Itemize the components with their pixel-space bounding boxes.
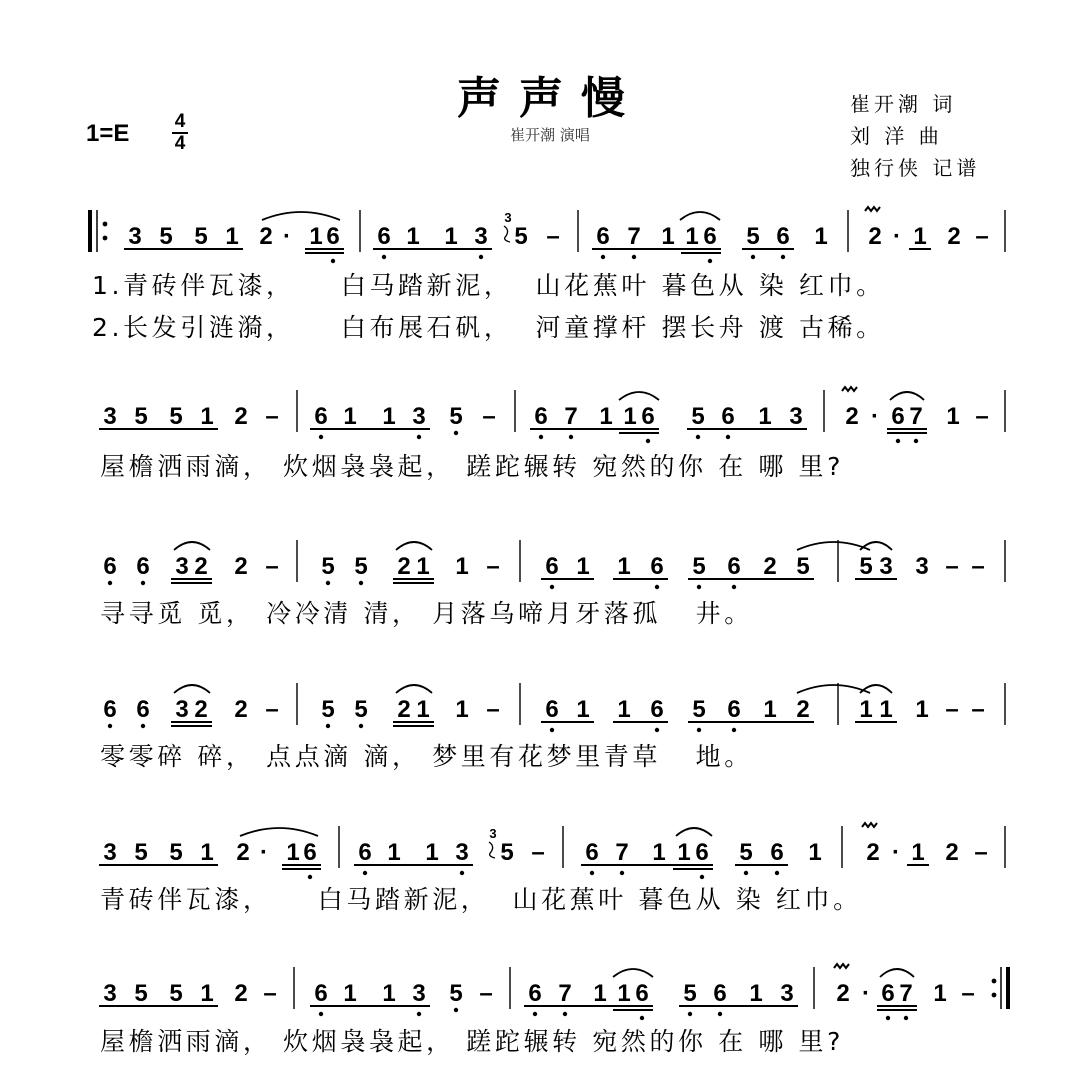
note-digit: 5 — [134, 980, 148, 1007]
tie-slur-arc — [174, 685, 210, 693]
note-digit: 1 — [879, 696, 893, 723]
dash-note: – — [945, 696, 959, 723]
note-digit: 7 — [899, 980, 913, 1007]
note-digit: 5 — [134, 839, 148, 866]
note-digit: 1 — [933, 980, 947, 1007]
grace-note: 3 — [504, 210, 512, 225]
note-digit: 2 — [945, 839, 959, 866]
note-digit: 1 — [455, 696, 469, 723]
note-digit: 6 — [534, 403, 548, 430]
notation-system — [99, 387, 1005, 443]
note-digit: 6 — [650, 696, 664, 723]
low-octave-dot — [533, 1012, 537, 1016]
time-signature-top: 4 — [174, 111, 186, 132]
note-digit: 3 — [103, 403, 117, 430]
notation-system — [99, 823, 1005, 879]
low-octave-dot — [896, 439, 900, 443]
key-signature: 1=E — [86, 120, 130, 147]
note-digit: 2 — [868, 223, 882, 250]
note-digit: 7 — [564, 403, 578, 430]
low-octave-dot — [655, 585, 659, 589]
note-digit: 5 — [691, 403, 705, 430]
low-octave-dot — [569, 435, 573, 439]
note-digit: 1 — [444, 223, 458, 250]
dash-note: – — [482, 403, 496, 430]
note-digit: 1 — [382, 980, 396, 1007]
note-digit: 6 — [881, 980, 895, 1007]
note-digit: 1 — [617, 553, 631, 580]
tie-slur-arc — [797, 542, 870, 550]
low-octave-dot — [539, 435, 543, 439]
note-digit: 6 — [596, 223, 610, 250]
note-digit: 2 — [947, 223, 961, 250]
note-digit: 1 — [455, 553, 469, 580]
dash-note: – — [531, 839, 545, 866]
tie-slur-arc — [240, 828, 318, 836]
note-digit: 1 — [623, 403, 637, 430]
tie-slur-arc — [396, 685, 432, 693]
low-octave-dot — [620, 871, 624, 875]
note-digit: 2 — [845, 403, 859, 430]
low-octave-dot — [718, 1012, 722, 1016]
note-digit: 3 — [412, 403, 426, 430]
note-digit: 6 — [136, 553, 150, 580]
lyric-line: 零零碎 碎， 点点滴 滴， 梦里有花梦里青草 地。 — [100, 742, 753, 771]
note-digit: 6 — [303, 839, 317, 866]
tie-slur-arc — [613, 969, 653, 977]
note-digit: 6 — [585, 839, 599, 866]
note-digit: 1 — [911, 839, 925, 866]
note-digit: 5 — [796, 553, 810, 580]
repeat-dot — [992, 993, 997, 998]
note-digit: 6 — [314, 403, 328, 430]
low-octave-dot — [460, 871, 464, 875]
note-digit: 2 — [194, 696, 208, 723]
note-digit: 1 — [763, 696, 777, 723]
note-digit: 7 — [558, 980, 572, 1007]
note-digit: 6 — [377, 223, 391, 250]
low-octave-dot — [732, 585, 736, 589]
note-digit: 6 — [727, 553, 741, 580]
note-digit: 3 — [455, 839, 469, 866]
mordent-ornament — [842, 387, 857, 391]
note-digit: 1 — [946, 403, 960, 430]
note-digit: 5 — [354, 696, 368, 723]
low-octave-dot — [417, 435, 421, 439]
note-digit: 1 — [808, 839, 822, 866]
note-digit: 6 — [635, 980, 649, 1007]
lyricist-credit: 崔开潮 词 — [850, 92, 957, 116]
transcriber-credit: 独行侠 记谱 — [850, 156, 981, 180]
tie-slur-arc — [680, 212, 720, 220]
note-digit: 3 — [474, 223, 488, 250]
notation-system — [90, 207, 1005, 263]
low-octave-dot — [479, 255, 483, 259]
note-digit: 5 — [194, 223, 208, 250]
note-digit: 3 — [789, 403, 803, 430]
lyric-line: 1.青砖伴瓦漆， 白马踏新泥， 山花蕉叶 暮色从 染 红巾。 — [92, 271, 885, 300]
note-digit: 2 — [397, 696, 411, 723]
note-digit: 3 — [879, 553, 893, 580]
note-digit: 1 — [200, 403, 214, 430]
note-digit: 3 — [128, 223, 142, 250]
composer-credit: 刘 洋 曲 — [850, 124, 943, 148]
note-digit: 2 — [234, 980, 248, 1007]
tie-slur-arc — [797, 685, 870, 693]
grace-stroke — [489, 842, 495, 858]
note-digit: 3 — [915, 553, 929, 580]
low-octave-dot — [326, 581, 330, 585]
mordent-ornament — [865, 207, 880, 211]
low-octave-dot — [744, 871, 748, 875]
note-digit: 5 — [514, 223, 528, 250]
note-digit: 5 — [449, 980, 463, 1007]
note-digit: 6 — [776, 223, 790, 250]
note-digit: 1 — [382, 403, 396, 430]
grace-stroke — [504, 226, 510, 242]
note-digit: 1 — [576, 553, 590, 580]
note-digit: 1 — [416, 696, 430, 723]
low-octave-dot — [697, 585, 701, 589]
note-digit: 6 — [314, 980, 328, 1007]
low-octave-dot — [688, 1012, 692, 1016]
note-digit: 5 — [169, 980, 183, 1007]
note-digit: 3 — [412, 980, 426, 1007]
low-octave-dot — [550, 585, 554, 589]
low-octave-dot — [914, 439, 918, 443]
tie-slur-arc — [676, 828, 712, 836]
note-digit: 5 — [739, 839, 753, 866]
low-octave-dot — [646, 439, 650, 443]
note-digit: 6 — [770, 839, 784, 866]
note-digit: 2 — [259, 223, 273, 250]
tie-slur-arc — [619, 392, 659, 400]
note-digit: 6 — [641, 403, 655, 430]
performer-credit: 崔开潮 演唱 — [510, 126, 590, 144]
note-digit: 2 — [397, 553, 411, 580]
notation-system — [99, 964, 1008, 1020]
note-digit: 5 — [134, 403, 148, 430]
note-digit: 1 — [343, 980, 357, 1007]
dash-note: – — [971, 696, 985, 723]
note-digit: 3 — [103, 980, 117, 1007]
lyric-line: 2.长发引涟漪， 白布展石矾， 河童撑杆 摆长舟 渡 古稀。 — [92, 313, 885, 342]
note-digit: 2 — [836, 980, 850, 1007]
low-octave-dot — [708, 259, 712, 263]
augmentation-dot: · — [283, 223, 291, 250]
note-digit: 1 — [599, 403, 613, 430]
lyric-line: 屋檐洒雨滴， 炊烟袅袅起， 蹉跎辗转 宛然的你 在 哪 里? — [100, 1027, 844, 1056]
note-digit: 1 — [416, 553, 430, 580]
dash-note: – — [479, 980, 493, 1007]
repeat-dot — [103, 222, 108, 227]
note-digit: 6 — [713, 980, 727, 1007]
low-octave-dot — [319, 1012, 323, 1016]
lyric-line: 青砖伴瓦漆， 白马踏新泥， 山花蕉叶 暮色从 染 红巾。 — [100, 885, 862, 914]
dash-note: – — [265, 696, 279, 723]
note-digit: 5 — [859, 553, 873, 580]
repeat-dot — [992, 979, 997, 984]
note-digit: 5 — [354, 553, 368, 580]
note-digit: 1 — [661, 223, 675, 250]
mordent-ornament — [834, 964, 849, 968]
low-octave-dot — [417, 1012, 421, 1016]
note-digit: 5 — [692, 553, 706, 580]
low-octave-dot — [700, 875, 704, 879]
low-octave-dot — [550, 728, 554, 732]
note-digit: 1 — [814, 223, 828, 250]
note-digit: 1 — [758, 403, 772, 430]
low-octave-dot — [655, 728, 659, 732]
lyric-line: 屋檐洒雨滴， 炊烟袅袅起， 蹉跎辗转 宛然的你 在 哪 里? — [100, 452, 844, 481]
dash-note: – — [265, 553, 279, 580]
note-digit: 1 — [406, 223, 420, 250]
note-digit: 6 — [727, 696, 741, 723]
note-digit: 1 — [685, 223, 699, 250]
note-digit: 2 — [866, 839, 880, 866]
note-digit: 1 — [225, 223, 239, 250]
note-digit: 2 — [234, 696, 248, 723]
dash-note: – — [975, 223, 989, 250]
augmentation-dot: · — [260, 839, 268, 866]
note-digit: 5 — [169, 403, 183, 430]
low-octave-dot — [904, 1016, 908, 1020]
dash-note: – — [265, 403, 279, 430]
note-digit: 7 — [627, 223, 641, 250]
low-octave-dot — [141, 581, 145, 585]
note-digit: 1 — [576, 696, 590, 723]
note-digit: 1 — [677, 839, 691, 866]
low-octave-dot — [108, 581, 112, 585]
notation-system — [103, 540, 1005, 589]
note-digit: 5 — [321, 553, 335, 580]
augmentation-dot: · — [892, 839, 900, 866]
low-octave-dot — [141, 724, 145, 728]
note-digit: 2 — [236, 839, 250, 866]
note-digit: 2 — [763, 553, 777, 580]
dash-note: – — [971, 553, 985, 580]
low-octave-dot — [886, 1016, 890, 1020]
augmentation-dot: · — [871, 403, 879, 430]
note-digit: 5 — [746, 223, 760, 250]
note-digit: 7 — [909, 403, 923, 430]
low-octave-dot — [696, 435, 700, 439]
tie-slur-arc — [396, 542, 432, 550]
note-digit: 3 — [103, 839, 117, 866]
low-octave-dot — [775, 871, 779, 875]
low-octave-dot — [590, 871, 594, 875]
low-octave-dot — [726, 435, 730, 439]
low-octave-dot — [563, 1012, 567, 1016]
dash-note: – — [945, 553, 959, 580]
note-digit: 1 — [200, 980, 214, 1007]
note-digit: 1 — [387, 839, 401, 866]
dash-note: – — [263, 980, 277, 1007]
time-signature-bottom: 4 — [174, 133, 186, 154]
low-octave-dot — [640, 1016, 644, 1020]
grace-note: 3 — [489, 826, 497, 841]
low-octave-dot — [382, 255, 386, 259]
note-digit: 6 — [136, 696, 150, 723]
tie-slur-arc — [890, 392, 924, 400]
low-octave-dot — [108, 724, 112, 728]
tie-slur-arc — [880, 969, 914, 977]
dash-note: – — [961, 980, 975, 1007]
note-digit: 6 — [326, 223, 340, 250]
low-octave-dot — [359, 724, 363, 728]
dash-note: – — [486, 553, 500, 580]
note-digit: 2 — [194, 553, 208, 580]
repeat-dot — [103, 236, 108, 241]
note-digit: 3 — [175, 553, 189, 580]
mordent-ornament — [862, 823, 877, 827]
note-digit: 1 — [309, 223, 323, 250]
note-digit: 1 — [617, 696, 631, 723]
note-digit: 6 — [103, 553, 117, 580]
dash-note: – — [974, 839, 988, 866]
low-octave-dot — [781, 255, 785, 259]
note-digit: 6 — [721, 403, 735, 430]
song-title: 声声慢 — [457, 73, 643, 124]
note-digit: 2 — [796, 696, 810, 723]
note-digit: 6 — [528, 980, 542, 1007]
note-digit: 3 — [175, 696, 189, 723]
note-digit: 5 — [683, 980, 697, 1007]
note-digit: 1 — [200, 839, 214, 866]
note-digit: 5 — [159, 223, 173, 250]
note-digit: 1 — [652, 839, 666, 866]
note-digit: 5 — [449, 403, 463, 430]
low-octave-dot — [632, 255, 636, 259]
note-digit: 1 — [617, 980, 631, 1007]
low-octave-dot — [326, 724, 330, 728]
note-digit: 7 — [615, 839, 629, 866]
note-digit: 6 — [103, 696, 117, 723]
note-digit: 1 — [425, 839, 439, 866]
note-digit: 1 — [749, 980, 763, 1007]
note-digit: 1 — [286, 839, 300, 866]
note-digit: 1 — [859, 696, 873, 723]
tie-slur-arc — [174, 542, 210, 550]
note-digit: 5 — [169, 839, 183, 866]
note-digit: 1 — [915, 696, 929, 723]
low-octave-dot — [601, 255, 605, 259]
augmentation-dot: · — [893, 223, 901, 250]
dash-note: – — [975, 403, 989, 430]
low-octave-dot — [331, 259, 335, 263]
note-digit: 3 — [780, 980, 794, 1007]
notation-system — [103, 683, 1005, 732]
note-digit: 2 — [234, 553, 248, 580]
note-digit: 1 — [913, 223, 927, 250]
note-digit: 6 — [358, 839, 372, 866]
note-digit: 1 — [593, 980, 607, 1007]
note-digit: 1 — [343, 403, 357, 430]
low-octave-dot — [751, 255, 755, 259]
augmentation-dot: · — [862, 980, 870, 1007]
low-octave-dot — [454, 1008, 458, 1012]
dash-note: – — [546, 223, 560, 250]
note-digit: 6 — [695, 839, 709, 866]
low-octave-dot — [308, 875, 312, 879]
dash-note: – — [486, 696, 500, 723]
low-octave-dot — [363, 871, 367, 875]
note-digit: 2 — [234, 403, 248, 430]
low-octave-dot — [454, 431, 458, 435]
low-octave-dot — [359, 581, 363, 585]
note-digit: 6 — [545, 696, 559, 723]
low-octave-dot — [732, 728, 736, 732]
note-digit: 5 — [321, 696, 335, 723]
note-digit: 6 — [703, 223, 717, 250]
note-digit: 6 — [891, 403, 905, 430]
note-digit: 6 — [545, 553, 559, 580]
note-digit: 5 — [692, 696, 706, 723]
lyric-line: 寻寻觅 觅， 冷冷清 清， 月落乌啼月牙落孤 井。 — [100, 599, 753, 628]
note-digit: 5 — [500, 839, 514, 866]
low-octave-dot — [697, 728, 701, 732]
tie-slur-arc — [262, 212, 340, 220]
low-octave-dot — [319, 435, 323, 439]
note-digit: 6 — [650, 553, 664, 580]
